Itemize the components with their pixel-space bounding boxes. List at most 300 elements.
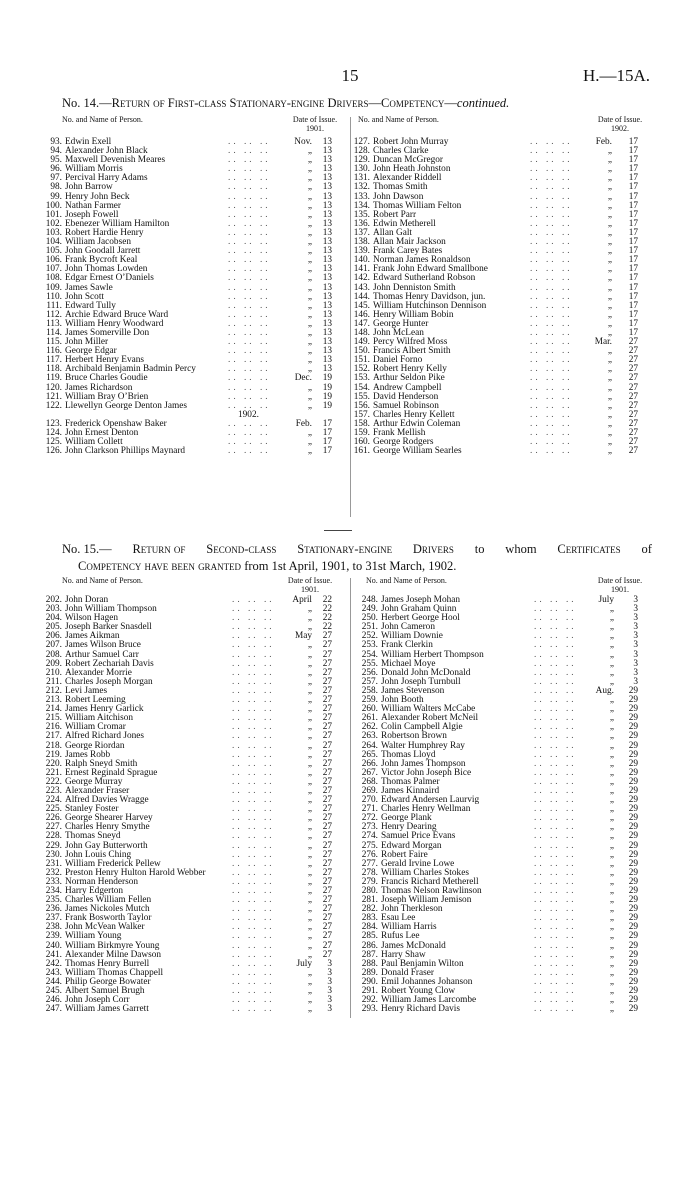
person-number: 122. xyxy=(45,400,62,411)
person-number: 95. xyxy=(50,155,62,166)
person-name: Preston Henry Hulton Harold Webber xyxy=(65,867,206,878)
issue-day: 17 xyxy=(628,155,638,166)
person-number: 152. xyxy=(353,364,370,375)
issue-day: 29 xyxy=(628,695,638,706)
person-number: 159. xyxy=(353,428,370,438)
issue-day: 27 xyxy=(322,749,332,760)
issue-day: 27 xyxy=(322,886,332,896)
issue-month: „ xyxy=(307,604,312,615)
person-number: 107. xyxy=(45,264,62,275)
person-name: Archie Edward Bruce Ward xyxy=(65,309,169,320)
issue-month: „ xyxy=(307,822,312,833)
person-name: George Edgar xyxy=(65,346,117,357)
person-name: James Nickoles Mutch xyxy=(65,904,150,915)
person-name: Edgar Ernest O’Daniels xyxy=(65,273,154,284)
person-name: Levi James xyxy=(65,685,108,696)
person-name: James Kinnaird xyxy=(381,785,440,796)
leader-dots: .. .. .. xyxy=(530,446,573,457)
leader-dots: .. .. .. xyxy=(228,255,271,266)
leader-dots: .. .. .. xyxy=(530,237,573,248)
leader-dots: .. .. .. xyxy=(534,749,577,760)
page-header xyxy=(0,56,700,86)
leader-dots: .. .. .. xyxy=(228,200,271,211)
leader-dots: .. .. .. xyxy=(228,137,271,147)
person-number: 123. xyxy=(45,418,62,429)
issue-day: 17 xyxy=(628,318,638,329)
person-name: John Dawson xyxy=(373,191,424,202)
person-number: 223. xyxy=(45,785,62,796)
person-name: Walter Humphrey Ray xyxy=(381,740,465,751)
person-number: 280. xyxy=(361,886,378,896)
issue-day: 29 xyxy=(628,731,638,742)
table-row xyxy=(32,402,350,411)
person-name: Ebenezer William Hamilton xyxy=(65,218,170,229)
issue-day: 29 xyxy=(628,831,638,842)
issue-month: „ xyxy=(607,155,612,166)
person-name: James McDonald xyxy=(381,940,446,951)
person-name: Francis Richard Metherell xyxy=(381,876,479,887)
issue-day: 17 xyxy=(628,327,638,338)
issue-day: 29 xyxy=(628,858,638,869)
person-number: 133. xyxy=(353,191,370,202)
issue-month: „ xyxy=(307,922,312,933)
leader-dots: .. .. .. xyxy=(530,164,573,175)
issue-month: „ xyxy=(307,237,312,248)
issue-month: „ xyxy=(609,740,614,751)
issue-month: „ xyxy=(607,364,612,375)
issue-day: 27 xyxy=(628,337,638,348)
leader-dots: .. .. .. xyxy=(232,731,275,742)
issue-day: 29 xyxy=(628,722,638,733)
person-number: 256. xyxy=(361,667,378,678)
issue-day: 3 xyxy=(633,631,638,642)
issue-day: 27 xyxy=(628,355,638,366)
person-number: 153. xyxy=(353,373,370,384)
person-number: 235. xyxy=(45,895,62,906)
person-name: Thomas Lloyd xyxy=(381,749,436,760)
issue-day: 27 xyxy=(322,804,332,815)
person-number: 273. xyxy=(361,822,378,833)
issue-day: 13 xyxy=(322,264,332,275)
person-name: Frank Bosworth Taylor xyxy=(65,913,152,924)
person-name: James Stevenson xyxy=(381,685,445,696)
leader-dots: .. .. .. xyxy=(530,373,573,384)
person-number: 211. xyxy=(46,676,62,687)
issue-month: „ xyxy=(609,995,614,1006)
issue-month: „ xyxy=(609,958,614,969)
issue-day: 3 xyxy=(633,595,638,605)
leader-dots: .. .. .. xyxy=(232,958,275,969)
person-number: 137. xyxy=(353,227,370,238)
leader-dots: .. .. .. xyxy=(534,704,577,715)
leader-dots: .. .. .. xyxy=(534,958,577,969)
person-number: 243. xyxy=(45,967,62,978)
issue-month: „ xyxy=(607,237,612,248)
issue-month: „ xyxy=(607,246,612,257)
person-name: George Rodgers xyxy=(373,437,434,448)
person-name: Edward Andersen Laurvig xyxy=(381,795,480,806)
issue-month: „ xyxy=(607,173,612,184)
issue-day: 3 xyxy=(327,995,332,1006)
issue-day: 29 xyxy=(628,804,638,815)
person-name: Michael Moye xyxy=(381,658,436,669)
leader-dots: .. .. .. xyxy=(534,658,577,669)
person-name: William Henry Woodward xyxy=(65,318,164,329)
leader-dots: .. .. .. xyxy=(530,400,573,411)
leader-dots: .. .. .. xyxy=(534,613,577,624)
issue-month: „ xyxy=(607,191,612,202)
person-number: 113. xyxy=(46,318,62,329)
issue-month: „ xyxy=(607,309,612,320)
person-name: James Sawle xyxy=(65,282,113,293)
person-name: John Joseph Turnbull xyxy=(381,676,461,687)
leader-dots: .. .. .. xyxy=(534,949,577,960)
issue-month: „ xyxy=(609,976,614,987)
person-number: 100. xyxy=(45,200,62,211)
person-name: James Aikman xyxy=(65,631,120,642)
leader-dots: .. .. .. xyxy=(228,246,271,257)
person-number: 158. xyxy=(353,418,370,429)
person-number: 143. xyxy=(353,282,370,293)
issue-month: „ xyxy=(307,355,312,366)
issue-day: 27 xyxy=(322,658,332,669)
issue-month: „ xyxy=(307,949,312,960)
person-number: 93. xyxy=(50,137,62,147)
issue-month: July xyxy=(296,958,312,969)
issue-day: 27 xyxy=(322,667,332,678)
issue-day: 27 xyxy=(322,649,332,660)
person-name: Henry John Beck xyxy=(65,191,130,202)
person-number: 142. xyxy=(353,273,370,284)
issue-month: „ xyxy=(609,967,614,978)
person-name: Robertson Brown xyxy=(381,731,447,742)
person-number: 116. xyxy=(46,346,62,357)
person-name: Duncan McGregor xyxy=(373,155,443,166)
person-name: Allan Galt xyxy=(373,227,412,238)
person-number: 229. xyxy=(45,840,62,851)
person-name: Robert Parr xyxy=(373,209,417,220)
person-number: 255. xyxy=(361,658,378,669)
person-number: 252. xyxy=(361,631,378,642)
person-name: Donald Fraser xyxy=(381,967,434,978)
issue-day: 13 xyxy=(322,209,332,220)
issue-day: 29 xyxy=(628,895,638,906)
issue-day: 27 xyxy=(322,676,332,687)
person-number: 225. xyxy=(45,804,62,815)
issue-month: „ xyxy=(607,282,612,293)
leader-dots: .. .. .. xyxy=(534,986,577,997)
issue-day: 22 xyxy=(322,613,332,624)
person-number: 227. xyxy=(45,822,62,833)
person-name: Edward Sutherland Robson xyxy=(373,273,476,284)
issue-month: „ xyxy=(609,876,614,887)
issue-day: 17 xyxy=(628,191,638,202)
issue-day: 27 xyxy=(322,904,332,915)
issue-day: 13 xyxy=(322,155,332,166)
person-name: David Henderson xyxy=(373,391,439,402)
issue-month: „ xyxy=(307,931,312,942)
person-name: Frank Carey Bates xyxy=(373,246,443,257)
person-name: John Graham Quinn xyxy=(381,604,457,615)
person-name: John Therkleson xyxy=(381,904,443,915)
issue-day: 27 xyxy=(322,940,332,951)
issue-month: „ xyxy=(307,318,312,329)
person-name: William Downie xyxy=(381,631,443,642)
leader-dots: .. .. .. xyxy=(232,876,275,887)
leader-dots: .. .. .. xyxy=(534,922,577,933)
person-name: Alexander Riddell xyxy=(373,173,442,184)
person-name: William Aitchison xyxy=(65,713,134,724)
person-name: Alexander Morrie xyxy=(65,667,132,678)
issue-month: „ xyxy=(307,831,312,842)
issue-day: 29 xyxy=(628,986,638,997)
issue-month: „ xyxy=(609,749,614,760)
person-number: 250. xyxy=(361,613,378,624)
issue-day: 13 xyxy=(322,337,332,348)
issue-day: 29 xyxy=(628,767,638,778)
person-name: John Doran xyxy=(65,595,109,605)
issue-day: 13 xyxy=(322,327,332,338)
person-number: 129. xyxy=(353,155,370,166)
issue-month: „ xyxy=(607,164,612,175)
issue-month: „ xyxy=(607,264,612,275)
person-name: Gerald Irvine Lowe xyxy=(381,858,455,869)
person-name: Robert Hardie Henry xyxy=(65,227,144,238)
issue-month: „ xyxy=(307,876,312,887)
person-number: 97. xyxy=(50,173,62,184)
person-number: 287. xyxy=(361,949,378,960)
person-number: 290. xyxy=(361,976,378,987)
person-name: Edward Morgan xyxy=(381,840,442,851)
issue-day: 27 xyxy=(322,849,332,860)
person-name: John Joseph Corr xyxy=(65,995,130,1006)
leader-dots: .. .. .. xyxy=(534,622,577,633)
person-name: Alexander John Black xyxy=(65,146,148,157)
person-number: 212. xyxy=(45,685,62,696)
issue-day: 3 xyxy=(327,958,332,969)
person-name: Alexander Milne Dawson xyxy=(65,949,162,960)
person-name: William Young xyxy=(65,931,122,942)
issue-month: „ xyxy=(609,904,614,915)
person-number: 270. xyxy=(361,795,378,806)
person-number: 261. xyxy=(361,713,378,724)
leader-dots: .. .. .. xyxy=(232,722,275,733)
person-name: Rufus Lee xyxy=(381,931,420,942)
person-name: John William Thompson xyxy=(65,604,157,615)
issue-day: 29 xyxy=(628,876,638,887)
leader-dots: .. .. .. xyxy=(232,849,275,860)
person-number: 101. xyxy=(45,209,62,220)
issue-month: „ xyxy=(609,776,614,787)
issue-month: „ xyxy=(609,1004,614,1015)
issue-day: 29 xyxy=(628,704,638,715)
person-number: 138. xyxy=(353,237,370,248)
leader-dots: .. .. .. xyxy=(228,237,271,248)
issue-month: „ xyxy=(609,731,614,742)
person-number: 275. xyxy=(361,840,378,851)
leader-dots: .. .. .. xyxy=(530,137,573,147)
leader-dots: .. .. .. xyxy=(232,749,275,760)
leader-dots: .. .. .. xyxy=(232,613,275,624)
column-divider xyxy=(350,117,351,517)
issue-day: 13 xyxy=(322,346,332,357)
leader-dots: .. .. .. xyxy=(228,346,271,357)
issue-month: „ xyxy=(307,200,312,211)
person-name: John Clarkson Phillips Maynard xyxy=(65,446,186,457)
leader-dots: .. .. .. xyxy=(530,227,573,238)
person-name: John McVean Walker xyxy=(65,922,145,933)
person-number: 289. xyxy=(361,967,378,978)
issue-day: 3 xyxy=(633,658,638,669)
issue-day: 29 xyxy=(628,713,638,724)
issue-month: „ xyxy=(307,713,312,724)
leader-dots: .. .. .. xyxy=(228,400,271,411)
issue-month: „ xyxy=(307,685,312,696)
leader-dots: .. .. .. xyxy=(232,931,275,942)
person-name: William Walters McCabe xyxy=(381,704,476,715)
issue-day: 27 xyxy=(322,713,332,724)
leader-dots: .. .. .. xyxy=(530,146,573,157)
person-name: John Ernest Denton xyxy=(65,428,139,438)
person-name: Thomas Smith xyxy=(373,182,428,193)
issue-month: „ xyxy=(307,155,312,166)
issue-day: 3 xyxy=(327,986,332,997)
person-number: 271. xyxy=(361,804,378,815)
issue-day: 13 xyxy=(322,273,332,284)
leader-dots: .. .. .. xyxy=(232,831,275,842)
person-name: Colin Campbell Algie xyxy=(381,722,463,733)
person-name: Thomas Palmer xyxy=(381,776,440,787)
person-name: George Riordan xyxy=(65,740,125,751)
issue-day: 27 xyxy=(322,767,332,778)
issue-day: 3 xyxy=(327,967,332,978)
issue-day: 27 xyxy=(628,437,638,448)
person-name: Wilson Hagen xyxy=(65,613,119,624)
person-number: 135. xyxy=(353,209,370,220)
issue-month: „ xyxy=(607,182,612,193)
issue-day: 27 xyxy=(628,418,638,429)
person-number: 232. xyxy=(45,867,62,878)
issue-day: 3 xyxy=(327,1004,332,1015)
issue-month: „ xyxy=(609,758,614,769)
leader-dots: .. .. .. xyxy=(530,255,573,266)
leader-dots: .. .. .. xyxy=(228,382,271,393)
page-number: 15 xyxy=(341,66,359,85)
issue-day: 27 xyxy=(628,400,638,411)
person-number: 139. xyxy=(353,246,370,257)
person-name: John Goodall Jarrett xyxy=(65,246,141,257)
issue-day: 22 xyxy=(322,622,332,633)
person-name: Robert Henry Kelly xyxy=(373,364,447,375)
issue-month: „ xyxy=(607,255,612,266)
issue-month: Feb. xyxy=(595,137,612,147)
person-number: 106. xyxy=(45,255,62,266)
person-name: William Charles Stokes xyxy=(381,867,469,878)
person-name: Henry William Bobin xyxy=(373,309,454,320)
issue-month: Dec. xyxy=(294,373,312,384)
person-name: James Joseph Mohan xyxy=(381,595,461,605)
person-name: John Gay Butterworth xyxy=(65,840,148,851)
leader-dots: .. .. .. xyxy=(534,631,577,642)
leader-dots: .. .. .. xyxy=(228,291,271,302)
leader-dots: .. .. .. xyxy=(534,940,577,951)
person-name: Paul Benjamin Wilton xyxy=(381,958,464,969)
leader-dots: .. .. .. xyxy=(530,264,573,275)
person-name: Edwin Exell xyxy=(65,137,112,147)
column-header-name: No. and Name of Person. xyxy=(358,115,439,124)
person-number: 132. xyxy=(353,182,370,193)
person-name: William James Garrett xyxy=(65,1004,149,1015)
leader-dots: .. .. .. xyxy=(232,776,275,787)
person-number: 125. xyxy=(45,437,62,448)
person-number: 253. xyxy=(361,640,378,651)
person-number: 112. xyxy=(46,309,62,320)
issue-day: 29 xyxy=(628,949,638,960)
leader-dots: .. .. .. xyxy=(534,722,577,733)
issue-month: „ xyxy=(609,631,614,642)
issue-day: 17 xyxy=(322,446,332,457)
leader-dots: .. .. .. xyxy=(232,785,275,796)
issue-month: „ xyxy=(609,895,614,906)
issue-day: 3 xyxy=(633,676,638,687)
leader-dots: .. .. .. xyxy=(534,649,577,660)
issue-day: 27 xyxy=(322,731,332,742)
person-number: 148. xyxy=(353,327,370,338)
issue-month: „ xyxy=(307,886,312,896)
issue-day: 29 xyxy=(628,958,638,969)
leader-dots: .. .. .. xyxy=(530,418,573,429)
issue-month: „ xyxy=(607,146,612,157)
leader-dots: .. .. .. xyxy=(530,155,573,166)
issue-month: „ xyxy=(609,949,614,960)
issue-month: „ xyxy=(307,767,312,778)
person-number: 254. xyxy=(361,649,378,660)
issue-day: 13 xyxy=(322,282,332,293)
person-number: 110. xyxy=(46,291,62,302)
issue-month: „ xyxy=(609,767,614,778)
issue-day: 19 xyxy=(322,382,332,393)
person-number: 260. xyxy=(361,704,378,715)
leader-dots: .. .. .. xyxy=(232,658,275,669)
person-number: 219. xyxy=(45,749,62,760)
issue-month: „ xyxy=(307,1004,312,1015)
issue-day: 13 xyxy=(322,227,332,238)
person-name: John Barrow xyxy=(65,182,113,193)
issue-month: „ xyxy=(307,337,312,348)
person-name: William Jacobsen xyxy=(65,237,131,248)
person-name: Andrew Campbell xyxy=(373,382,442,393)
issue-day: 13 xyxy=(322,182,332,193)
issue-day: 27 xyxy=(322,631,332,642)
person-name: Frank Bycroft Keal xyxy=(65,255,138,266)
leader-dots: .. .. .. xyxy=(530,318,573,329)
issue-day: 27 xyxy=(322,722,332,733)
person-number: 285. xyxy=(361,931,378,942)
leader-dots: .. .. .. xyxy=(534,840,577,851)
issue-day: 17 xyxy=(628,237,638,248)
issue-day: 29 xyxy=(628,776,638,787)
person-number: 130. xyxy=(353,164,370,175)
leader-dots: .. .. .. xyxy=(232,976,275,987)
leader-dots: .. .. .. xyxy=(228,191,271,202)
issue-day: 27 xyxy=(322,858,332,869)
person-number: 236. xyxy=(45,904,62,915)
issue-month: „ xyxy=(607,227,612,238)
leader-dots: .. .. .. xyxy=(530,364,573,375)
issue-month: „ xyxy=(609,704,614,715)
issue-month: „ xyxy=(307,446,312,457)
issue-day: 17 xyxy=(628,209,638,220)
